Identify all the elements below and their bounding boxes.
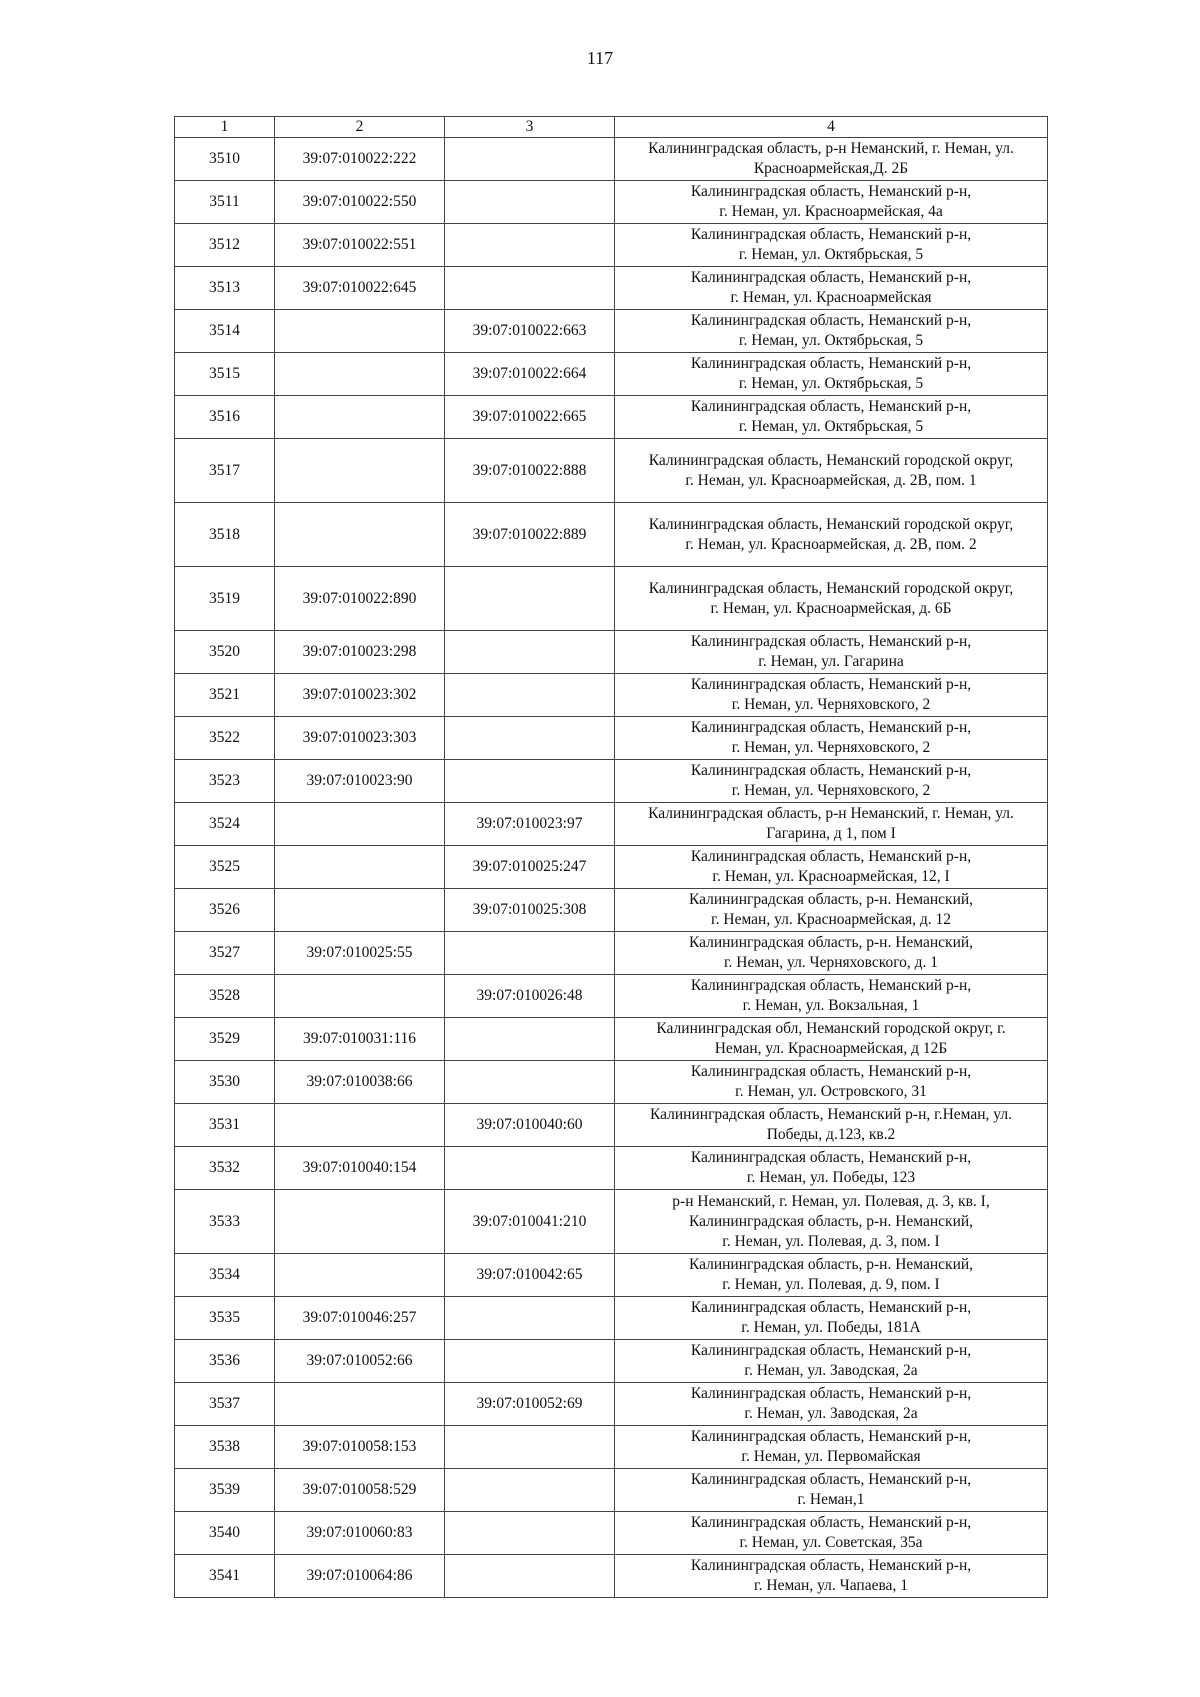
address-cell [615, 181, 1048, 224]
address-cell [615, 1512, 1048, 1555]
address-line: Калининградская область, Неманский р-н, [690, 398, 972, 415]
address-cell [615, 889, 1048, 932]
address-cell [615, 1469, 1048, 1512]
cadastral-number-alt-cell [445, 181, 615, 224]
table-row [175, 439, 1048, 503]
address-line: Калининградская область, Неманский городской округ, [648, 515, 1014, 533]
address-cell [615, 1061, 1048, 1104]
table-body [175, 138, 1048, 1598]
address-line: Калининградская область, р-н Неманский, г. Неман, ул. [648, 805, 1014, 822]
cadastral-number-cell: 39:07:010046:257 [275, 1297, 445, 1340]
address-line: г. Неман, ул. Черняховского, 2 [731, 782, 931, 799]
row-number-cell: 3535 [175, 1297, 275, 1340]
cadastral-number-cell: 39:07:010023:303 [275, 717, 445, 760]
table-row [175, 1297, 1048, 1340]
address-line: Калининградская обл, Неманский городской округ, г. [656, 1020, 1006, 1037]
cadastral-number-alt-cell [445, 760, 615, 803]
row-number-cell: 3529 [175, 1018, 275, 1061]
table-row [175, 181, 1048, 224]
cadastral-number-cell [275, 353, 445, 396]
address-line: г. Неман, ул. Черняховского, 2 [731, 739, 931, 756]
cadastral-number-alt-cell: 39:07:010022:665 [445, 396, 615, 439]
table-row [175, 717, 1048, 760]
address-line: Калининградская область, Неманский р-н, [690, 719, 972, 736]
address-cell [615, 803, 1048, 846]
address-cell [615, 353, 1048, 396]
address-line: г. Неман, ул. Полевая, д. 3, пом. I [722, 1232, 940, 1250]
cadastral-number-cell: 39:07:010064:86 [275, 1555, 445, 1598]
cadastral-number-cell: 39:07:010022:222 [275, 138, 445, 181]
header-col-3: 3 [445, 117, 615, 138]
cadastral-number-alt-cell: 39:07:010040:60 [445, 1104, 615, 1147]
cadastral-number-alt-cell [445, 1512, 615, 1555]
address-line: Калининградская область, Неманский р-н, [690, 1063, 972, 1080]
row-number-cell: 3511 [175, 181, 275, 224]
address-cell [615, 503, 1048, 567]
address-line: г. Неман, ул. Островского, 31 [735, 1083, 927, 1100]
table-row [175, 1426, 1048, 1469]
row-number-cell: 3519 [175, 567, 275, 631]
address-line: г. Неман, ул. Вокзальная, 1 [742, 997, 920, 1014]
row-number-cell: 3534 [175, 1254, 275, 1297]
cadastral-number-alt-cell: 39:07:010026:48 [445, 975, 615, 1018]
address-line: г. Неман, ул. Красноармейская, д. 2В, пом. 1 [685, 471, 977, 489]
address-line: г. Неман, ул. Победы, 123 [746, 1169, 916, 1186]
address-line: Калининградская область, р-н Неманский, г. Неман, ул. [648, 140, 1014, 157]
cadastral-number-cell [275, 975, 445, 1018]
address-line: Калининградская область, Неманский р-н, [690, 1557, 972, 1574]
address-line: Калининградская область, Неманский р-н, [690, 848, 972, 865]
address-line: г. Неман, ул. Октябрьская, 5 [738, 246, 924, 263]
address-cell [615, 1104, 1048, 1147]
row-number-cell: 3538 [175, 1426, 275, 1469]
cadastral-number-cell: 39:07:010058:153 [275, 1426, 445, 1469]
cadastral-number-alt-cell [445, 1426, 615, 1469]
cadastral-number-cell [275, 1104, 445, 1147]
table-row [175, 1555, 1048, 1598]
cadastral-number-alt-cell: 39:07:010052:69 [445, 1383, 615, 1426]
cadastral-number-cell [275, 396, 445, 439]
cadastral-number-cell [275, 1254, 445, 1297]
table-row [175, 267, 1048, 310]
cadastral-number-cell [275, 846, 445, 889]
cadastral-number-alt-cell [445, 1340, 615, 1383]
row-number-cell: 3518 [175, 503, 275, 567]
address-line: г. Неман, ул. Красноармейская, д. 2В, пом. 2 [685, 535, 977, 553]
table-row [175, 224, 1048, 267]
address-cell [615, 138, 1048, 181]
cadastral-number-alt-cell: 39:07:010025:308 [445, 889, 615, 932]
cadastral-number-alt-cell [445, 1018, 615, 1061]
table-row [175, 803, 1048, 846]
address-line: Красноармейская,Д. 2Б [753, 160, 909, 177]
table-row [175, 310, 1048, 353]
address-line: Победы, д.123, кв.2 [766, 1126, 896, 1143]
cadastral-number-alt-cell: 39:07:010041:210 [445, 1190, 615, 1254]
page-number: 117 [586, 48, 614, 68]
table-row [175, 396, 1048, 439]
cadastral-number-cell: 39:07:010058:529 [275, 1469, 445, 1512]
cadastral-number-alt-cell [445, 138, 615, 181]
address-line: г. Неман,1 [797, 1491, 865, 1508]
address-line: Неман, ул. Красноармейская, д 12Б [714, 1040, 948, 1057]
cadastral-number-alt-cell [445, 224, 615, 267]
address-line: Калининградская область, р-н. Неманский, [688, 1212, 974, 1230]
address-cell [615, 631, 1048, 674]
cadastral-number-cell: 39:07:010031:116 [275, 1018, 445, 1061]
address-line: г. Неман, ул. Красноармейская, 12, I [712, 868, 950, 885]
address-line: Калининградская область, р-н. Неманский, [688, 891, 974, 908]
table-row [175, 1469, 1048, 1512]
cadastral-number-cell: 39:07:010025:55 [275, 932, 445, 975]
cadastral-number-alt-cell [445, 631, 615, 674]
cadastral-number-alt-cell: 39:07:010022:664 [445, 353, 615, 396]
cadastral-number-alt-cell: 39:07:010025:247 [445, 846, 615, 889]
table-row [175, 760, 1048, 803]
row-number-cell: 3528 [175, 975, 275, 1018]
row-number-cell: 3510 [175, 138, 275, 181]
address-cell [615, 310, 1048, 353]
cadastral-number-cell [275, 1190, 445, 1254]
cadastral-number-cell: 39:07:010022:890 [275, 567, 445, 631]
address-cell [615, 439, 1048, 503]
address-cell [615, 1190, 1048, 1254]
cadastral-number-cell [275, 310, 445, 353]
address-line: Гагарина, д 1, пом I [766, 825, 896, 842]
address-line: г. Неман, ул. Заводская, 2а [744, 1362, 918, 1379]
row-number-cell: 3530 [175, 1061, 275, 1104]
address-line: г. Неман, ул. Октябрьская, 5 [738, 418, 924, 435]
table-row [175, 674, 1048, 717]
cadastral-number-alt-cell [445, 1061, 615, 1104]
cadastral-number-cell: 39:07:010023:90 [275, 760, 445, 803]
address-line: Калининградская область, Неманский р-н, [690, 355, 972, 372]
address-line: Калининградская область, Неманский р-н, г.Неман, ул. [650, 1106, 1012, 1123]
address-line: Калининградская область, р-н. Неманский, [688, 1256, 974, 1273]
address-cell [615, 975, 1048, 1018]
address-cell [615, 674, 1048, 717]
cadastral-number-cell [275, 439, 445, 503]
row-number-cell: 3527 [175, 932, 275, 975]
table-row [175, 567, 1048, 631]
address-line: Калининградская область, Неманский р-н, [690, 762, 972, 779]
address-line: Калининградская область, Неманский р-н, [690, 1514, 972, 1531]
row-number-cell: 3514 [175, 310, 275, 353]
address-line: р-н Неманский, г. Неман, ул. Полевая, д. 3, кв. I, [672, 1192, 990, 1210]
cadastral-number-alt-cell [445, 674, 615, 717]
address-line: г. Неман, ул. Черняховского, д. 1 [723, 954, 939, 971]
cadastral-number-cell: 39:07:010052:66 [275, 1340, 445, 1383]
header-row [175, 117, 1048, 138]
address-cell [615, 1147, 1048, 1190]
cadastral-number-cell [275, 803, 445, 846]
address-cell [615, 1383, 1048, 1426]
address-line: г. Неман, ул. Советская, 35а [739, 1534, 923, 1551]
address-cell [615, 717, 1048, 760]
row-number-cell: 3533 [175, 1190, 275, 1254]
row-number-cell: 3525 [175, 846, 275, 889]
table-row [175, 353, 1048, 396]
address-line: Калининградская область, Неманский р-н, [690, 226, 972, 243]
address-line: Калининградская область, Неманский р-н, [690, 269, 972, 286]
row-number-cell: 3531 [175, 1104, 275, 1147]
row-number-cell: 3532 [175, 1147, 275, 1190]
table-row [175, 1340, 1048, 1383]
table-row [175, 1254, 1048, 1297]
address-cell [615, 1254, 1048, 1297]
address-line: г. Неман, ул. Красноармейская, д. 6Б [710, 599, 952, 617]
cadastral-number-cell: 39:07:010040:154 [275, 1147, 445, 1190]
table-row [175, 1104, 1048, 1147]
address-line: г. Неман, ул. Октябрьская, 5 [738, 375, 924, 392]
cadastral-number-alt-cell [445, 1297, 615, 1340]
cadastral-number-alt-cell [445, 717, 615, 760]
address-line: Калининградская область, Неманский р-н, [690, 183, 972, 200]
address-line: Калининградская область, Неманский городской округ, [648, 579, 1014, 597]
registry-table [174, 116, 1048, 1598]
table-row [175, 1061, 1048, 1104]
address-line: г. Неман, ул. Победы, 181А [741, 1319, 921, 1336]
header-col-4: 4 [615, 117, 1048, 138]
table-row [175, 631, 1048, 674]
address-line: Калининградская область, Неманский р-н, [690, 312, 972, 329]
row-number-cell: 3521 [175, 674, 275, 717]
address-line: Калининградская область, Неманский р-н, [690, 1299, 972, 1316]
address-line: г. Неман, ул. Полевая, д. 9, пом. I [722, 1276, 940, 1293]
address-line: Калининградская область, Неманский р-н, [690, 1149, 972, 1166]
address-cell [615, 1555, 1048, 1598]
cadastral-number-cell: 39:07:010060:83 [275, 1512, 445, 1555]
table-row [175, 846, 1048, 889]
address-cell [615, 267, 1048, 310]
address-line: г. Неман, ул. Гагарина [758, 653, 904, 670]
table-row [175, 1190, 1048, 1254]
address-cell [615, 567, 1048, 631]
address-cell [615, 846, 1048, 889]
row-number-cell: 3512 [175, 224, 275, 267]
row-number-cell: 3522 [175, 717, 275, 760]
table-row [175, 1147, 1048, 1190]
address-line: Калининградская область, Неманский р-н, [690, 1471, 972, 1488]
cadastral-number-cell [275, 889, 445, 932]
table-row [175, 932, 1048, 975]
row-number-cell: 3540 [175, 1512, 275, 1555]
row-number-cell: 3520 [175, 631, 275, 674]
row-number-cell: 3537 [175, 1383, 275, 1426]
address-line: Калининградская область, Неманский р-н, [690, 1385, 972, 1402]
row-number-cell: 3541 [175, 1555, 275, 1598]
address-line: г. Неман, ул. Черняховского, 2 [731, 696, 931, 713]
header-col-1: 1 [175, 117, 275, 138]
table-row [175, 889, 1048, 932]
address-line: г. Неман, ул. Красноармейская, 4а [719, 203, 943, 220]
table-row [175, 138, 1048, 181]
row-number-cell: 3536 [175, 1340, 275, 1383]
address-line: Калининградская область, Неманский р-н, [690, 977, 972, 994]
row-number-cell: 3516 [175, 396, 275, 439]
address-line: г. Неман, ул. Красноармейская [730, 289, 932, 306]
address-cell [615, 1340, 1048, 1383]
cadastral-number-cell [275, 1383, 445, 1426]
cadastral-number-alt-cell: 39:07:010022:888 [445, 439, 615, 503]
row-number-cell: 3523 [175, 760, 275, 803]
cadastral-number-alt-cell [445, 1555, 615, 1598]
cadastral-number-cell: 39:07:010022:645 [275, 267, 445, 310]
cadastral-number-alt-cell [445, 1469, 615, 1512]
row-number-cell: 3515 [175, 353, 275, 396]
cadastral-number-alt-cell: 39:07:010042:65 [445, 1254, 615, 1297]
address-line: г. Неман, ул. Октябрьская, 5 [738, 332, 924, 349]
row-number-cell: 3524 [175, 803, 275, 846]
address-line: Калининградская область, Неманский р-н, [690, 1428, 972, 1445]
address-line: Калининградская область, Неманский р-н, [690, 633, 972, 650]
row-number-cell: 3517 [175, 439, 275, 503]
address-cell [615, 1297, 1048, 1340]
address-line: Калининградская область, Неманский р-н, [690, 1342, 972, 1359]
row-number-cell: 3513 [175, 267, 275, 310]
address-cell [615, 1426, 1048, 1469]
row-number-cell: 3539 [175, 1469, 275, 1512]
cadastral-number-cell: 39:07:010023:298 [275, 631, 445, 674]
address-line: г. Неман, ул. Красноармейская, д. 12 [711, 911, 951, 928]
cadastral-number-alt-cell [445, 1147, 615, 1190]
cadastral-number-cell: 39:07:010022:550 [275, 181, 445, 224]
cadastral-number-cell [275, 503, 445, 567]
address-line: Калининградская область, Неманский городской округ, [648, 451, 1014, 469]
address-cell [615, 396, 1048, 439]
address-line: Калининградская область, р-н. Неманский, [688, 934, 974, 951]
row-number-cell: 3526 [175, 889, 275, 932]
address-cell [615, 760, 1048, 803]
cadastral-number-alt-cell [445, 267, 615, 310]
cadastral-number-cell: 39:07:010038:66 [275, 1061, 445, 1104]
table-row [175, 1383, 1048, 1426]
cadastral-number-alt-cell: 39:07:010022:889 [445, 503, 615, 567]
address-line: г. Неман, ул. Чапаева, 1 [754, 1577, 908, 1594]
address-cell [615, 932, 1048, 975]
cadastral-number-cell: 39:07:010023:302 [275, 674, 445, 717]
header-col-2: 2 [275, 117, 445, 138]
table-row [175, 975, 1048, 1018]
cadastral-number-alt-cell [445, 567, 615, 631]
table-row [175, 1018, 1048, 1061]
cadastral-number-alt-cell: 39:07:010022:663 [445, 310, 615, 353]
address-line: Калининградская область, Неманский р-н, [690, 676, 972, 693]
address-cell [615, 1018, 1048, 1061]
cadastral-number-alt-cell [445, 932, 615, 975]
address-line: г. Неман, ул. Заводская, 2а [744, 1405, 918, 1422]
cadastral-number-cell: 39:07:010022:551 [275, 224, 445, 267]
table-row [175, 1512, 1048, 1555]
address-line: г. Неман, ул. Первомайская [741, 1448, 921, 1465]
address-cell [615, 224, 1048, 267]
table-row [175, 503, 1048, 567]
cadastral-number-alt-cell: 39:07:010023:97 [445, 803, 615, 846]
